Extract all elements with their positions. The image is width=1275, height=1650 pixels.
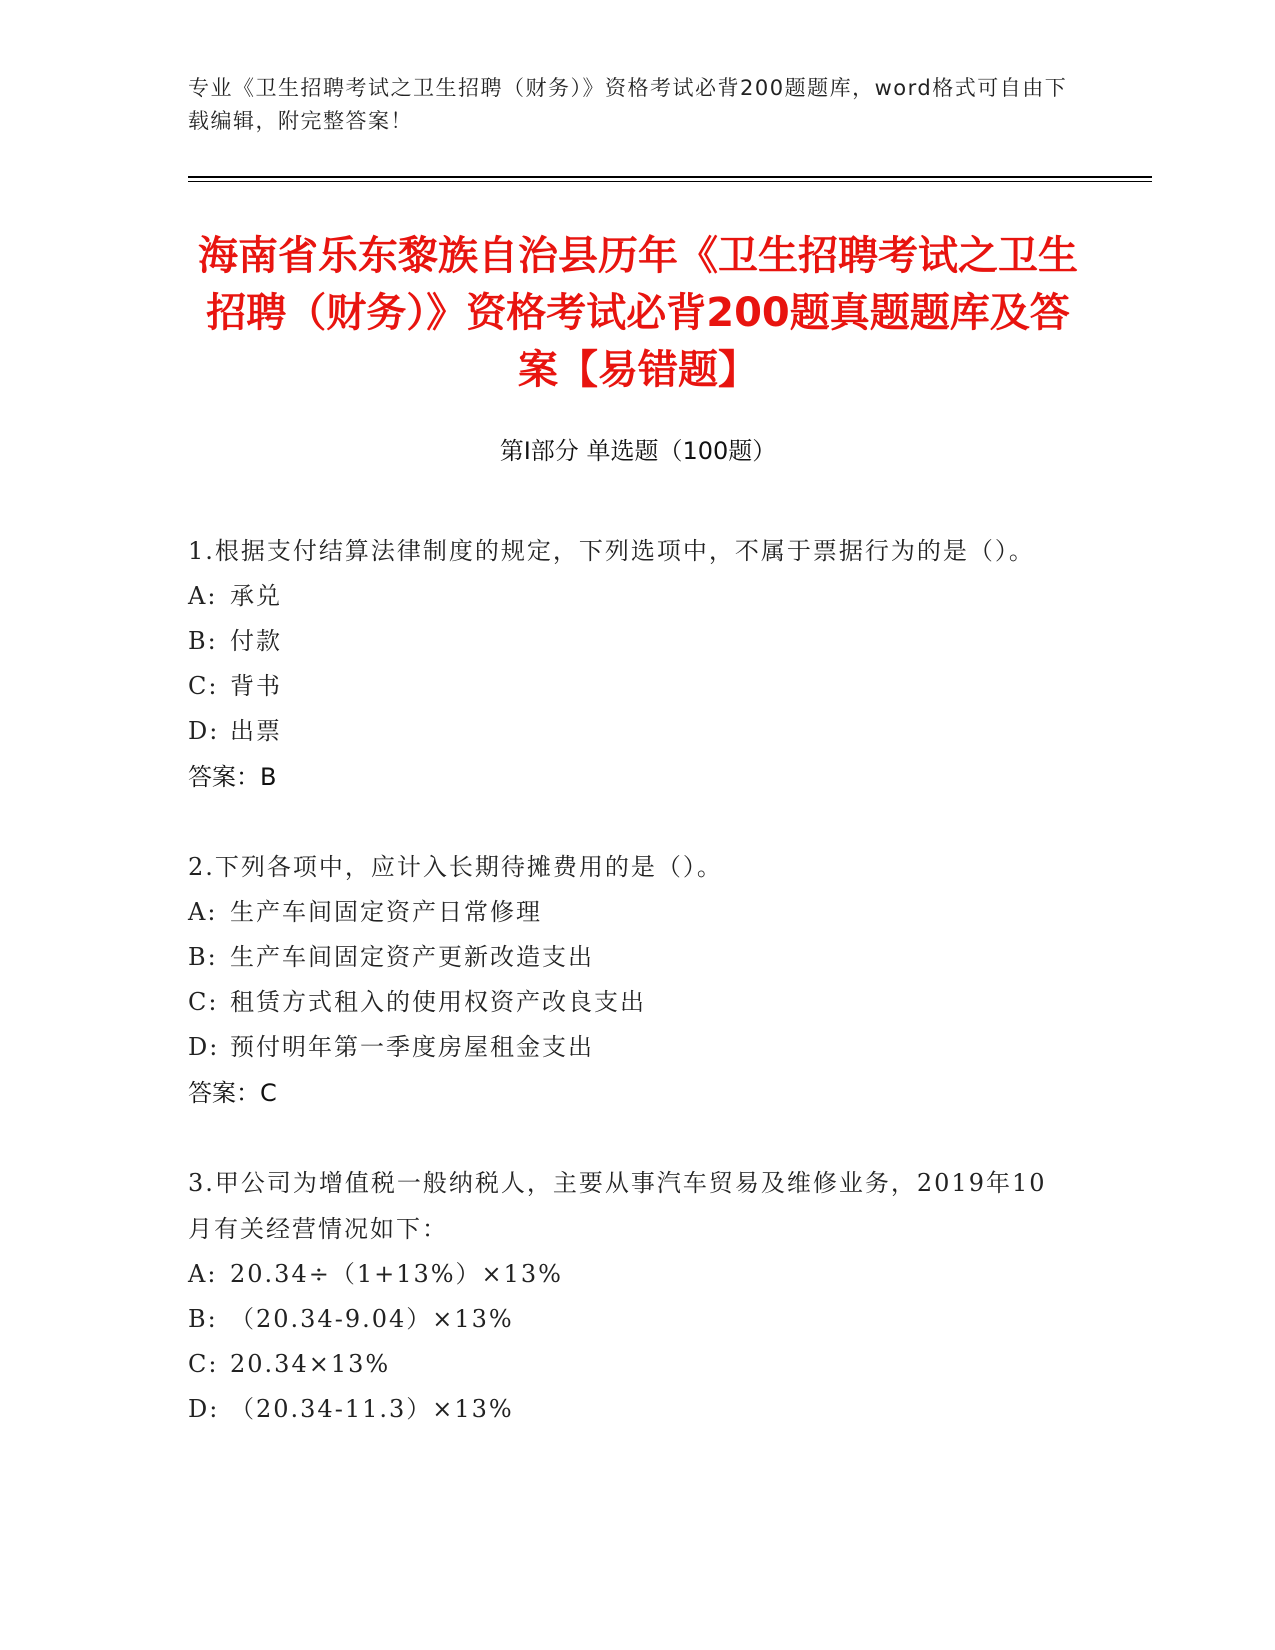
option-d: [188, 1025, 1068, 1070]
answer: 答案：C: [188, 1079, 277, 1107]
option-letter: C:: [188, 1350, 219, 1378]
document-title: 海南省乐东黎族自治县历年《卫生招聘考试之卫生招聘（财务）》资格考试必背200题真题题库及答案【易错题】: [198, 233, 1078, 393]
option-letter: D:: [188, 1033, 220, 1061]
option-letter: B:: [188, 943, 218, 971]
answer: 答案：B: [188, 763, 277, 791]
question-1: [188, 528, 1068, 800]
option-text: 租赁方式租入的使用权资产改良支出: [230, 988, 646, 1016]
option-text: 承兑: [230, 582, 282, 610]
question-text: 3.甲公司为增值税一般纳税人，主要从事汽车贸易及维修业务，2019年10月有关经营情况如下：: [188, 1169, 1047, 1243]
option-a: [188, 574, 1068, 619]
option-c: [188, 980, 1068, 1025]
option-letter: C:: [188, 988, 219, 1016]
section-heading: 第I部分 单选题（100题）: [499, 437, 777, 465]
option-c: [188, 664, 1068, 709]
option-text: 付款: [230, 627, 282, 655]
option-text: 生产车间固定资产更新改造支出: [230, 943, 594, 971]
option-letter: B:: [188, 1305, 218, 1333]
option-text: 20.34÷（1+13%）×13%: [230, 1260, 563, 1288]
option-a: [188, 890, 1068, 935]
option-letter: B:: [188, 627, 218, 655]
option-b: [188, 619, 1068, 664]
option-letter: A:: [188, 582, 218, 610]
header-note: 专业《卫生招聘考试之卫生招聘（财务）》资格考试必背200题题库，word格式可自由下载编辑，附完整答案！: [188, 76, 1068, 133]
option-letter: A:: [188, 1260, 218, 1288]
option-text: 20.34×13%: [230, 1350, 391, 1378]
question-list: [188, 528, 1068, 1476]
option-letter: C:: [188, 672, 219, 700]
option-letter: D:: [188, 717, 220, 745]
option-a: [188, 1252, 1068, 1297]
question-3: [188, 1160, 1068, 1432]
header-divider-thick: [188, 176, 1152, 178]
option-text: （20.34-9.04）×13%: [230, 1305, 514, 1333]
option-c: [188, 1342, 1068, 1387]
option-letter: A:: [188, 898, 218, 926]
option-text: 预付明年第一季度房屋租金支出: [230, 1033, 594, 1061]
option-text: 出票: [230, 717, 282, 745]
header-divider-thin: [188, 181, 1152, 182]
option-text: 生产车间固定资产日常修理: [230, 898, 542, 926]
question-text: 2.下列各项中，应计入长期待摊费用的是（）。: [188, 853, 723, 881]
question-2: [188, 844, 1068, 1116]
question-text: 1.根据支付结算法律制度的规定，下列选项中，不属于票据行为的是（）。: [188, 537, 1035, 565]
option-text: （20.34-11.3）×13%: [230, 1395, 514, 1423]
option-b: [188, 935, 1068, 980]
option-text: 背书: [230, 672, 282, 700]
option-d: [188, 1387, 1068, 1432]
option-d: [188, 709, 1068, 754]
option-letter: D:: [188, 1395, 220, 1423]
option-b: [188, 1297, 1068, 1342]
